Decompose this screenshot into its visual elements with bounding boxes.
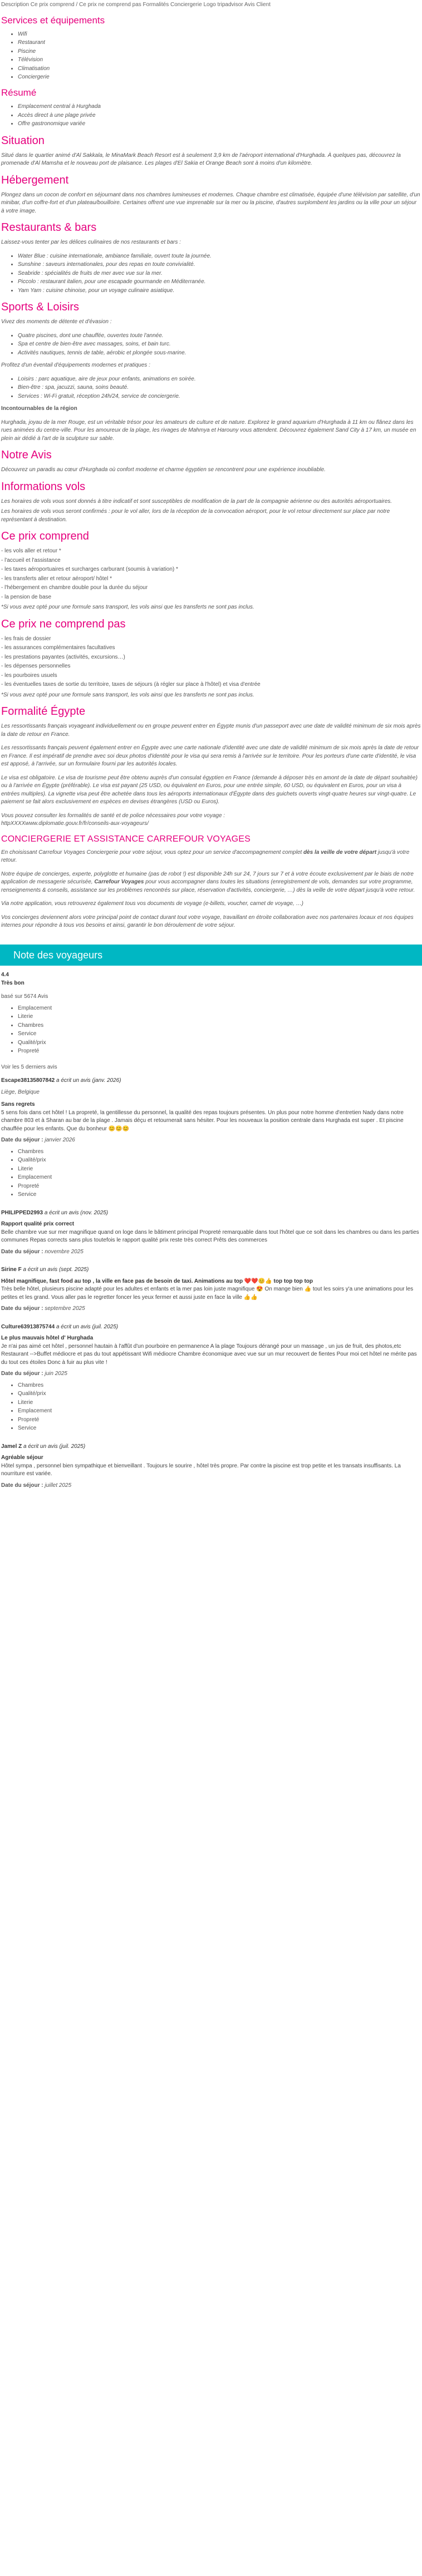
list-item: • Propreté	[18, 1183, 421, 1191]
review-score-label: Très bon	[1, 980, 24, 986]
last-reviews-link[interactable]: Voir les 5 derniers avis	[1, 1064, 57, 1070]
infos-vols-text-2: Les horaires de vols vous seront confirmés : pour le vol aller, lors de la réception de la convocation aéroport, pour le vol retour directement sur place par notre représentant à destination.	[1, 508, 390, 523]
conciergerie-title: CONCIERGERIE ET ASSISTANCE CARREFOUR VOYAGES	[1, 834, 251, 844]
reviews-banner: Note des voyageurs	[0, 945, 422, 966]
review-title: Rapport qualité prix correct	[1, 1221, 75, 1228]
review-author: Escape38135807842 a écrit un avis (janv. 2026)	[1, 1077, 121, 1084]
review-categories	[1, 1382, 421, 1433]
formalite-p1: Les ressortissants français voyageant individuellement ou en groupe peuvent entrer en Égypte munis d'un passeport avec une date de validité minimum de six mois après la date de retour en France.	[1, 723, 421, 738]
list-item: • Propreté	[18, 1047, 421, 1056]
review-title: Hôtel magnifique, fast food au top , la ville en face pas de besoin de taxi. Animations au top ❤️❤️😊👍 top top top top	[1, 1278, 313, 1284]
review-date: Date du séjour : novembre 2025	[1, 1248, 84, 1255]
restaurants-title: Restaurants & bars	[1, 221, 97, 234]
list-item: - les transferts aller et retour aéroport/ hôtel *	[1, 575, 112, 582]
formalite-p3: Le visa est obligatoire. Le visa de tourisme peut être obtenu auprès d'un consulat égyptien en France (demande à déposer très en amont de la date de départ souhaitée) ou à l'arrivée en Égypte (préférable). Le visa est payant (25 USD, ou équivalent en Euros, pour une entrée simple, 60 USD, ou équivalent en Euros, pour un visa à entrées multiples). La vignette visa peut être achetée dans tous les aéroports internationaux d'Égypte dans des guichets ouverts vingt-quatre heures sur vingt-quatre. Le paiement se fait alors exclusivement en espèces en devises étrangères (USD ou Euros).	[1, 774, 418, 805]
restaurants-intro: Laissez-vous tenter par les délices culinaires de nos restaurants et bars :	[1, 239, 181, 246]
sports-intro: Vivez des moments de détente et d'évasion :	[1, 319, 112, 325]
review-categories	[1, 1148, 421, 1199]
conciergerie-p4: Vos concierges deviennent alors votre principal point de contact durant tout votre voyage, travaillant en étroite collaboration avec nos partenaires locaux et nos équipes internes pour répondre à tous vos besoins et ainsi, garantir le bon déroulement de votre séjour.	[1, 914, 414, 929]
services-list	[1, 31, 421, 82]
review-author: Sirine F a écrit un avis (sept. 2025)	[1, 1267, 89, 1273]
list-item: • Quatre piscines, dont une chauffée, ouvertes toute l'année.	[18, 332, 421, 340]
list-item: - les éventuelles taxes de sortie du territoire, taxes de séjours (à régler sur place à l'hôtel) et visa d'entrée	[1, 681, 261, 688]
review-text: Hôtel sympa , personnel bien sympathique et bienveillant . Toujours le sourire , hôtel très propre. Par contre la piscine est trop petite et les transats insuffisants. La nourriture est variée.	[1, 1462, 401, 1477]
list-item: • Service	[18, 1030, 421, 1039]
infos-vols-title: Informations vols	[1, 480, 86, 493]
review-item	[1, 1443, 421, 1490]
review-count: basé sur 5674 Avis	[1, 993, 48, 1000]
review-text: Belle chambre vue sur mer magnifique quand on loge dans le bâtiment principal Propreté remarquable dans tout l'hôtel que ce soit dans les chambres ou dans les parties communes Repas corrects sans plus toutefois le rapport qualité prix reste très correct Prêts des commerces	[1, 1229, 419, 1244]
prix-comprend-list	[1, 547, 421, 601]
review-date: Date du séjour : juillet 2025	[1, 1482, 72, 1489]
list-item: - l'hébergement en chambre double pour la durée du séjour	[1, 585, 148, 591]
resume-list	[1, 103, 421, 128]
review-score: 4.4	[1, 972, 9, 978]
list-item: • Emplacement	[18, 1407, 421, 1416]
review-location: Liège, Belgique	[1, 1089, 40, 1095]
hebergement-text: Plongez dans un cocon de confort en séjournant dans nos chambres lumineuses et modernes. Chaque chambre est climatisée, équipée d'une télévision par satellite, d'un minibar, d'un coffre-fort et d'un plateau/bouilloire. Certaines offrent une vue imprenable sur la mer ou la piscine, d'autres surplombent les jardins ou la ville pour un séjour à votre image.	[1, 191, 420, 214]
review-text: 5 sens fois dans cet hôtel ! La propreté, la gentillesse du personnel, la qualité des repas toujours présentes. Un plus pour notre homme d'entretien Nady dans notre chambre 803 et à Sharan au bar de la plage . Jamais déçu et retournerait sans hésiter. Pour les nouveaux la position centrale dans Hurghada est super . Et piscine chauffée pour les enfants. Que du bonheur 😊😊😊	[1, 1109, 404, 1132]
review-item	[1, 1323, 421, 1433]
resume-title: Résumé	[1, 87, 37, 98]
list-item: - les taxes aéroportuaires et surcharges carburant (soumis à variation) *	[1, 566, 178, 573]
list-item: • Climatisation	[18, 65, 421, 73]
incontournables-text: Hurghada, joyau de la mer Rouge, est un véritable trésor pour les amateurs de culture et de nature. Explorez le grand aquarium d'Hurghada à 11 km ou flânez dans les rues animées du centre-ville. Pour les amoureux de la plage, les rivages de Mahmya et Harouny vous attendent. Découvrez également Sand City à 17 km, un musée en plein air dédié à l'art de la sculpture sur sable.	[1, 419, 416, 442]
formalite-p2: Les ressortissants français peuvent également entrer en Égypte avec une carte nationale d'identité avec une date de validité minimum de six mois après la date de retour en France. Il est impératif de prendre avec soi deux photos d'identité pour le visa qui sera remis à l'arrivée sur le territoire. Pour les porteurs d'une carte d'identité, le visa est apposé, à l'arrivée, sur un formulaire fourni par les autorités locales.	[1, 745, 419, 768]
list-item: • Wifi	[18, 31, 421, 39]
notre-avis-text: Découvrez un paradis au cœur d'Hurghada où confort moderne et charme égyptien se rencontrent pour une expérience inoubliable.	[1, 467, 326, 473]
conciergerie-p2: Notre équipe de concierges, experte, polyglotte et humaine (pas de robot !) est disponible 24h sur 24, 7 jours sur 7 et à votre écoute exclusivement par le biais de notre application de messagerie sécurisée, Carrefour Voyages pour vous accompagner dans toutes les situations (enregistrement de vols, demandes sur votre programme, renseignements & conseils, assistance sur les problèmes rencontrés sur place, réservation d'activités, conciergerie, …) dès la veille de votre départ jusqu'à votre retour.	[1, 871, 415, 893]
breadcrumb[interactable]: Description Ce prix comprend / Ce prix ne comprend pas Formalités Conciergerie Logo tripadvisor Avis Client	[1, 2, 271, 8]
diplomatie-link[interactable]: httpXXXXwww.diplomatie.gouv.fr/fr/conseils-aux-voyageurs/	[1, 820, 149, 827]
list-item: • Literie	[18, 1165, 421, 1174]
list-item: • Emplacement central à Hurghada	[18, 103, 421, 111]
review-item	[1, 1209, 421, 1257]
list-item: • Conciergerie	[18, 73, 421, 82]
review-item	[1, 1077, 421, 1199]
review-text: Très belle hôtel, plusieurs piscine adapté pour les adultes et enfants et la mer pas loin juste magnifique 😍 On mange bien 👍 tout les soirs y'a une animations pour les petites et les grand. Vous aller pas le regretter foncer les yeux fermer et aussi juste en face la ville 👍👍	[1, 1286, 414, 1301]
infos-vols-text-1: Les horaires de vols vous sont donnés à titre indicatif et sont susceptibles de modification de la part de la compagnie aérienne ou des autorités aéroportuaires.	[1, 498, 392, 505]
rating-categories	[1, 1005, 421, 1056]
review-date: Date du séjour : septembre 2025	[1, 1306, 85, 1312]
list-item: • Accès direct à une plage privée	[18, 112, 421, 120]
formalite-p4: Vous pouvez consulter les formalités de santé et de police nécessaires pour votre voyage :	[1, 812, 225, 819]
list-item: - les assurances complémentaires facultatives	[1, 645, 115, 651]
list-item: - les vols aller et retour *	[1, 548, 61, 555]
list-item: • Services : Wi-Fi gratuit, réception 24h/24, service de conciergerie.	[18, 393, 421, 401]
conciergerie-p1: En choisissant Carrefour Voyages Conciergerie pour votre séjour, vous optez pour un service d'accompagnement complet dès la veille de votre départ jusqu'à votre retour.	[1, 849, 410, 864]
list-item: • Télévision	[18, 56, 421, 65]
list-item: • Propreté	[18, 1416, 421, 1425]
review-author: PHILIPPED2993 a écrit un avis (nov. 2025)	[1, 1209, 109, 1216]
services-title: Services et équipements	[1, 14, 105, 26]
list-item: • Qualité/prix	[18, 1039, 421, 1047]
prix-ne-comprend-title: Ce prix ne comprend pas	[1, 617, 126, 630]
list-item: • Literie	[18, 1013, 421, 1021]
list-item: • Offre gastronomique variée	[18, 120, 421, 128]
formalite-title: Formalité Égypte	[1, 705, 86, 718]
review-text: Je n'ai pas aimé cet hôtel , personnel hautain à l'affût d'un pourboire en permanence A la plage Toujours dérangé pour un massage , un jus de fruit, des photos,etc Restaurant -->Buffet médiocre et pas du tout appétissant Wifi médiocre Chambre économique avec vue sur un mur recouvert de fientes Pour moi cet hôtel ne mérite pas du tout ces étoiles Donc à fuir au plus vite !	[1, 1343, 417, 1366]
review-author: Jamel Z a écrit un avis (juil. 2025)	[1, 1443, 86, 1450]
list-item: • Bien-être : spa, jacuzzi, sauna, soins beauté.	[18, 384, 421, 392]
prix-ne-comprend-note: *Si vous avez opté pour une formule sans transport, les vols ainsi que les transferts ne sont pas inclus.	[1, 691, 254, 698]
list-item: • Piccolo : restaurant italien, pour une escapade gourmande en Méditerranée.	[18, 278, 421, 286]
notre-avis-title: Notre Avis	[1, 449, 52, 462]
review-title: Agréable séjour	[1, 1455, 43, 1461]
review-author: Culture63913875744 a écrit un avis (juil. 2025)	[1, 1323, 119, 1330]
list-item: • Loisirs : parc aquatique, aire de jeux pour enfants, animations en soirée.	[18, 375, 421, 384]
list-item: • Chambres	[18, 1148, 421, 1156]
prix-comprend-note: *Si vous avez opté pour une formule sans transport, les vols ainsi que les transferts ne sont pas inclus.	[1, 604, 254, 611]
list-item: • Service	[18, 1425, 421, 1433]
incontournables-title: Incontournables de la région	[1, 406, 77, 412]
list-item: • Sunshine : saveurs internationales, pour des repas en toute convivialité.	[18, 261, 421, 269]
list-item: • Qualité/prix	[18, 1390, 421, 1398]
conciergerie-p3: Via notre application, vous retrouverez également tous vos documents de voyage (e-billets, voucher, carnet de voyage, …)	[1, 901, 303, 907]
list-item: • Spa et centre de bien-être avec massages, soins, et bain turc.	[18, 340, 421, 349]
review-title: Le plus mauvais hôtel d' Hurghada	[1, 1335, 94, 1342]
list-item: • Piscine	[18, 48, 421, 56]
sports-list	[1, 332, 421, 358]
services-section	[0, 15, 422, 930]
review-item	[1, 1266, 421, 1313]
list-item: • Literie	[18, 1399, 421, 1407]
review-date: Date du séjour : juin 2025	[1, 1371, 67, 1377]
list-item: • Emplacement	[18, 1174, 421, 1182]
list-item: • Emplacement	[18, 1005, 421, 1013]
equipements-list	[1, 375, 421, 401]
list-item: • Water Blue : cuisine internationale, ambiance familiale, ouvert toute la journée.	[18, 253, 421, 261]
prix-comprend-title: Ce prix comprend	[1, 530, 89, 543]
review-title: Sans regrets	[1, 1101, 35, 1108]
hebergement-title: Hébergement	[1, 174, 69, 186]
sports-title: Sports & Loisirs	[1, 301, 80, 314]
list-item: - les dépenses personnelles	[1, 663, 71, 670]
list-item: • Qualité/prix	[18, 1156, 421, 1165]
sports-intro2: Profitez d'un éventail d'équipements modernes et pratiques :	[1, 362, 150, 369]
list-item: - les pourboires usuels	[1, 672, 57, 679]
prix-ne-comprend-list	[1, 635, 421, 689]
list-item: - l'accueil et l'assistance	[1, 557, 61, 563]
list-item: • Seabride : spécialités de fruits de mer avec vue sur la mer.	[18, 270, 421, 278]
list-item: - les frais de dossier	[1, 635, 51, 642]
restaurants-list	[1, 253, 421, 295]
review-date: Date du séjour : janvier 2026	[1, 1137, 75, 1144]
list-item: • Service	[18, 1191, 421, 1199]
list-item: - les prestations payantes (activités, excursions…)	[1, 654, 125, 660]
list-item: - la pension de base	[1, 594, 52, 600]
situation-title: Situation	[1, 134, 45, 147]
list-item: • Chambres	[18, 1022, 421, 1030]
list-item: • Yam Yam : cuisine chinoise, pour un voyage culinaire asiatique.	[18, 287, 421, 295]
situation-text: Situé dans le quartier animé d'Al Sakkala, le MinaMark Beach Resort est à seulement 3,9 km de l'aéroport international d'Hurghada. À quelques pas, découvrez la promenade d'Al Mamsha et le nouveau port de plaisance. Les plages d'El Sakia et Orange Beach sont à moins d'un kilomètre.	[1, 152, 401, 167]
reviews-section	[0, 971, 422, 1490]
list-item: • Activités nautiques, tennis de table, aérobic et plongée sous-marine.	[18, 349, 421, 358]
list-item: • Chambres	[18, 1382, 421, 1390]
list-item: • Restaurant	[18, 39, 421, 47]
